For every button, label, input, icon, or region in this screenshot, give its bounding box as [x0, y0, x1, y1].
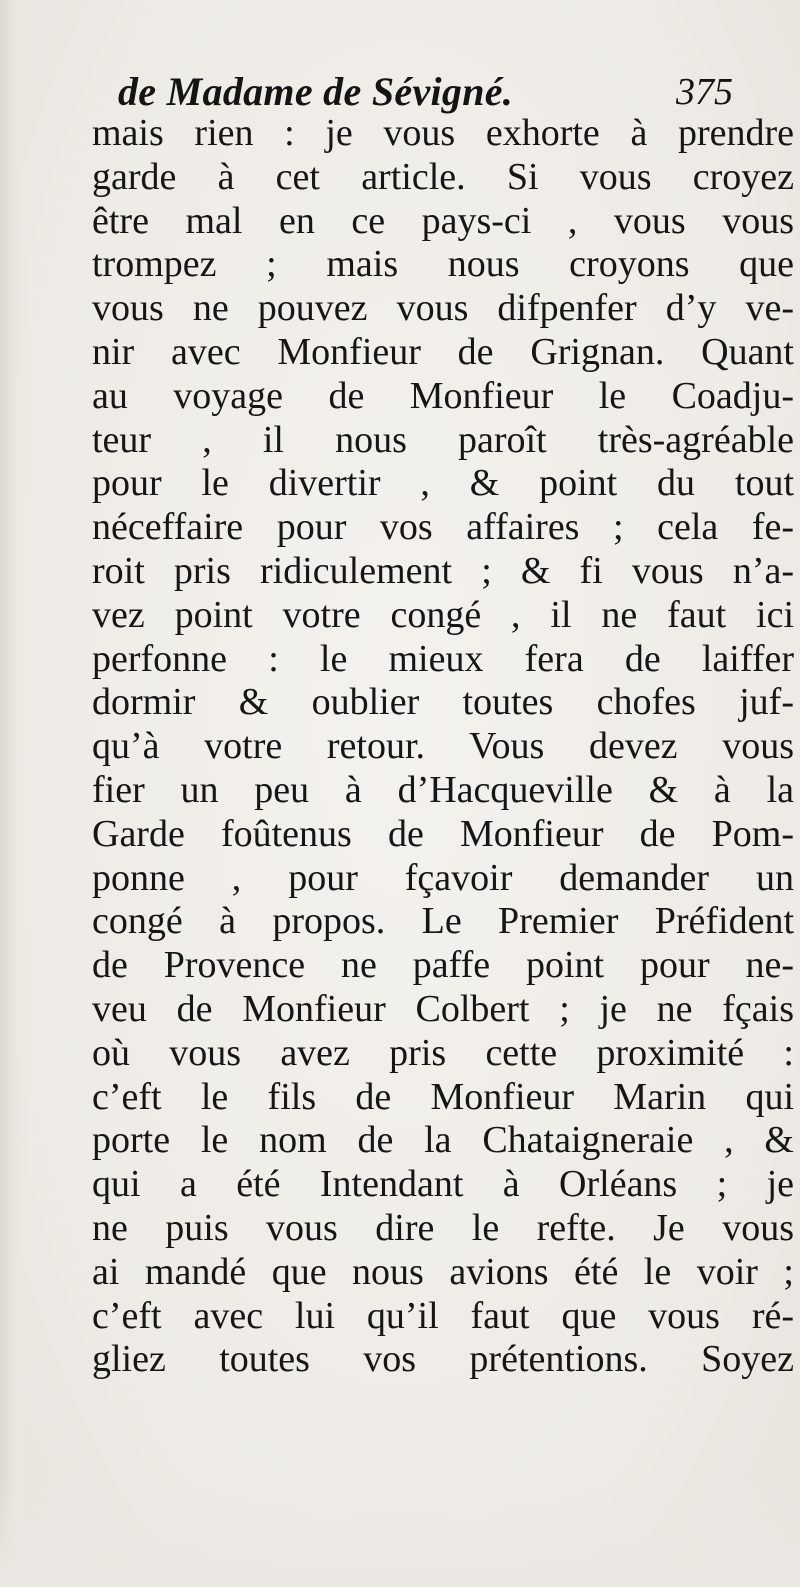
text-line: ponne , pour fçavoir demander un — [92, 856, 794, 899]
text-line: pour le divertir , & point du tout — [92, 462, 794, 505]
text-line: vous ne pouvez vous difpenfer d’y ve- — [92, 287, 794, 330]
text-line: perfonne : le mieux fera de laiffer — [92, 637, 794, 680]
text-line: néceffaire pour vos affaires ; cela fe- — [92, 506, 794, 549]
text-line: qui a été Intendant à Orléans ; je — [92, 1163, 794, 1206]
running-title: de Madame de Sévigné. — [118, 69, 514, 114]
text-line: mais rien : je vous exhorte à prendre — [92, 112, 794, 154]
text-line: trompez ; mais nous croyons que — [92, 243, 794, 286]
page-number: 375 — [676, 71, 733, 113]
text-line: au voyage de Monfieur le Coadju- — [92, 374, 794, 417]
page-bottom-margin — [0, 1470, 800, 1587]
body-text — [92, 112, 794, 1382]
text-line: garde à cet article. Si vous croyez — [92, 155, 794, 198]
text-line: de Provence ne paffe point pour ne- — [92, 944, 794, 987]
text-line: ai mandé que nous avions été le voir ; — [92, 1250, 794, 1293]
text-line: teur , il nous paroît très-agréable — [92, 418, 794, 461]
text-line: être mal en ce pays-ci , vous vous — [92, 199, 794, 242]
text-line: nir avec Monfieur de Grignan. Quant — [92, 330, 794, 373]
text-line: qu’à votre retour. Vous devez vous — [92, 725, 794, 768]
text-line: où vous avez pris cette proximité : — [92, 1031, 794, 1074]
page-binding-edge — [0, 0, 28, 1587]
text-line: c’eft avec lui qu’il faut que vous ré- — [92, 1294, 794, 1337]
text-line: Garde foûtenus de Monfieur de Pom- — [92, 812, 794, 855]
text-line: congé à propos. Le Premier Préfident — [92, 900, 794, 943]
text-line: roit pris ridiculement ; & fi vous n’a- — [92, 549, 794, 592]
text-line: dormir & oublier toutes chofes juf- — [92, 681, 794, 724]
text-line: c’eft le fils de Monfieur Marin qui — [92, 1075, 794, 1118]
text-line: porte le nom de la Chataigneraie , & — [92, 1119, 794, 1162]
text-line: veu de Monfieur Colbert ; je ne fçais — [92, 987, 794, 1030]
text-line: gliez toutes vos prétentions. Soyez — [92, 1338, 794, 1381]
text-line: vez point votre congé , il ne faut ici — [92, 593, 794, 636]
text-line: fier un peu à d’Hacqueville & à la — [92, 768, 794, 811]
text-line: ne puis vous dire le refte. Je vous — [92, 1206, 794, 1249]
